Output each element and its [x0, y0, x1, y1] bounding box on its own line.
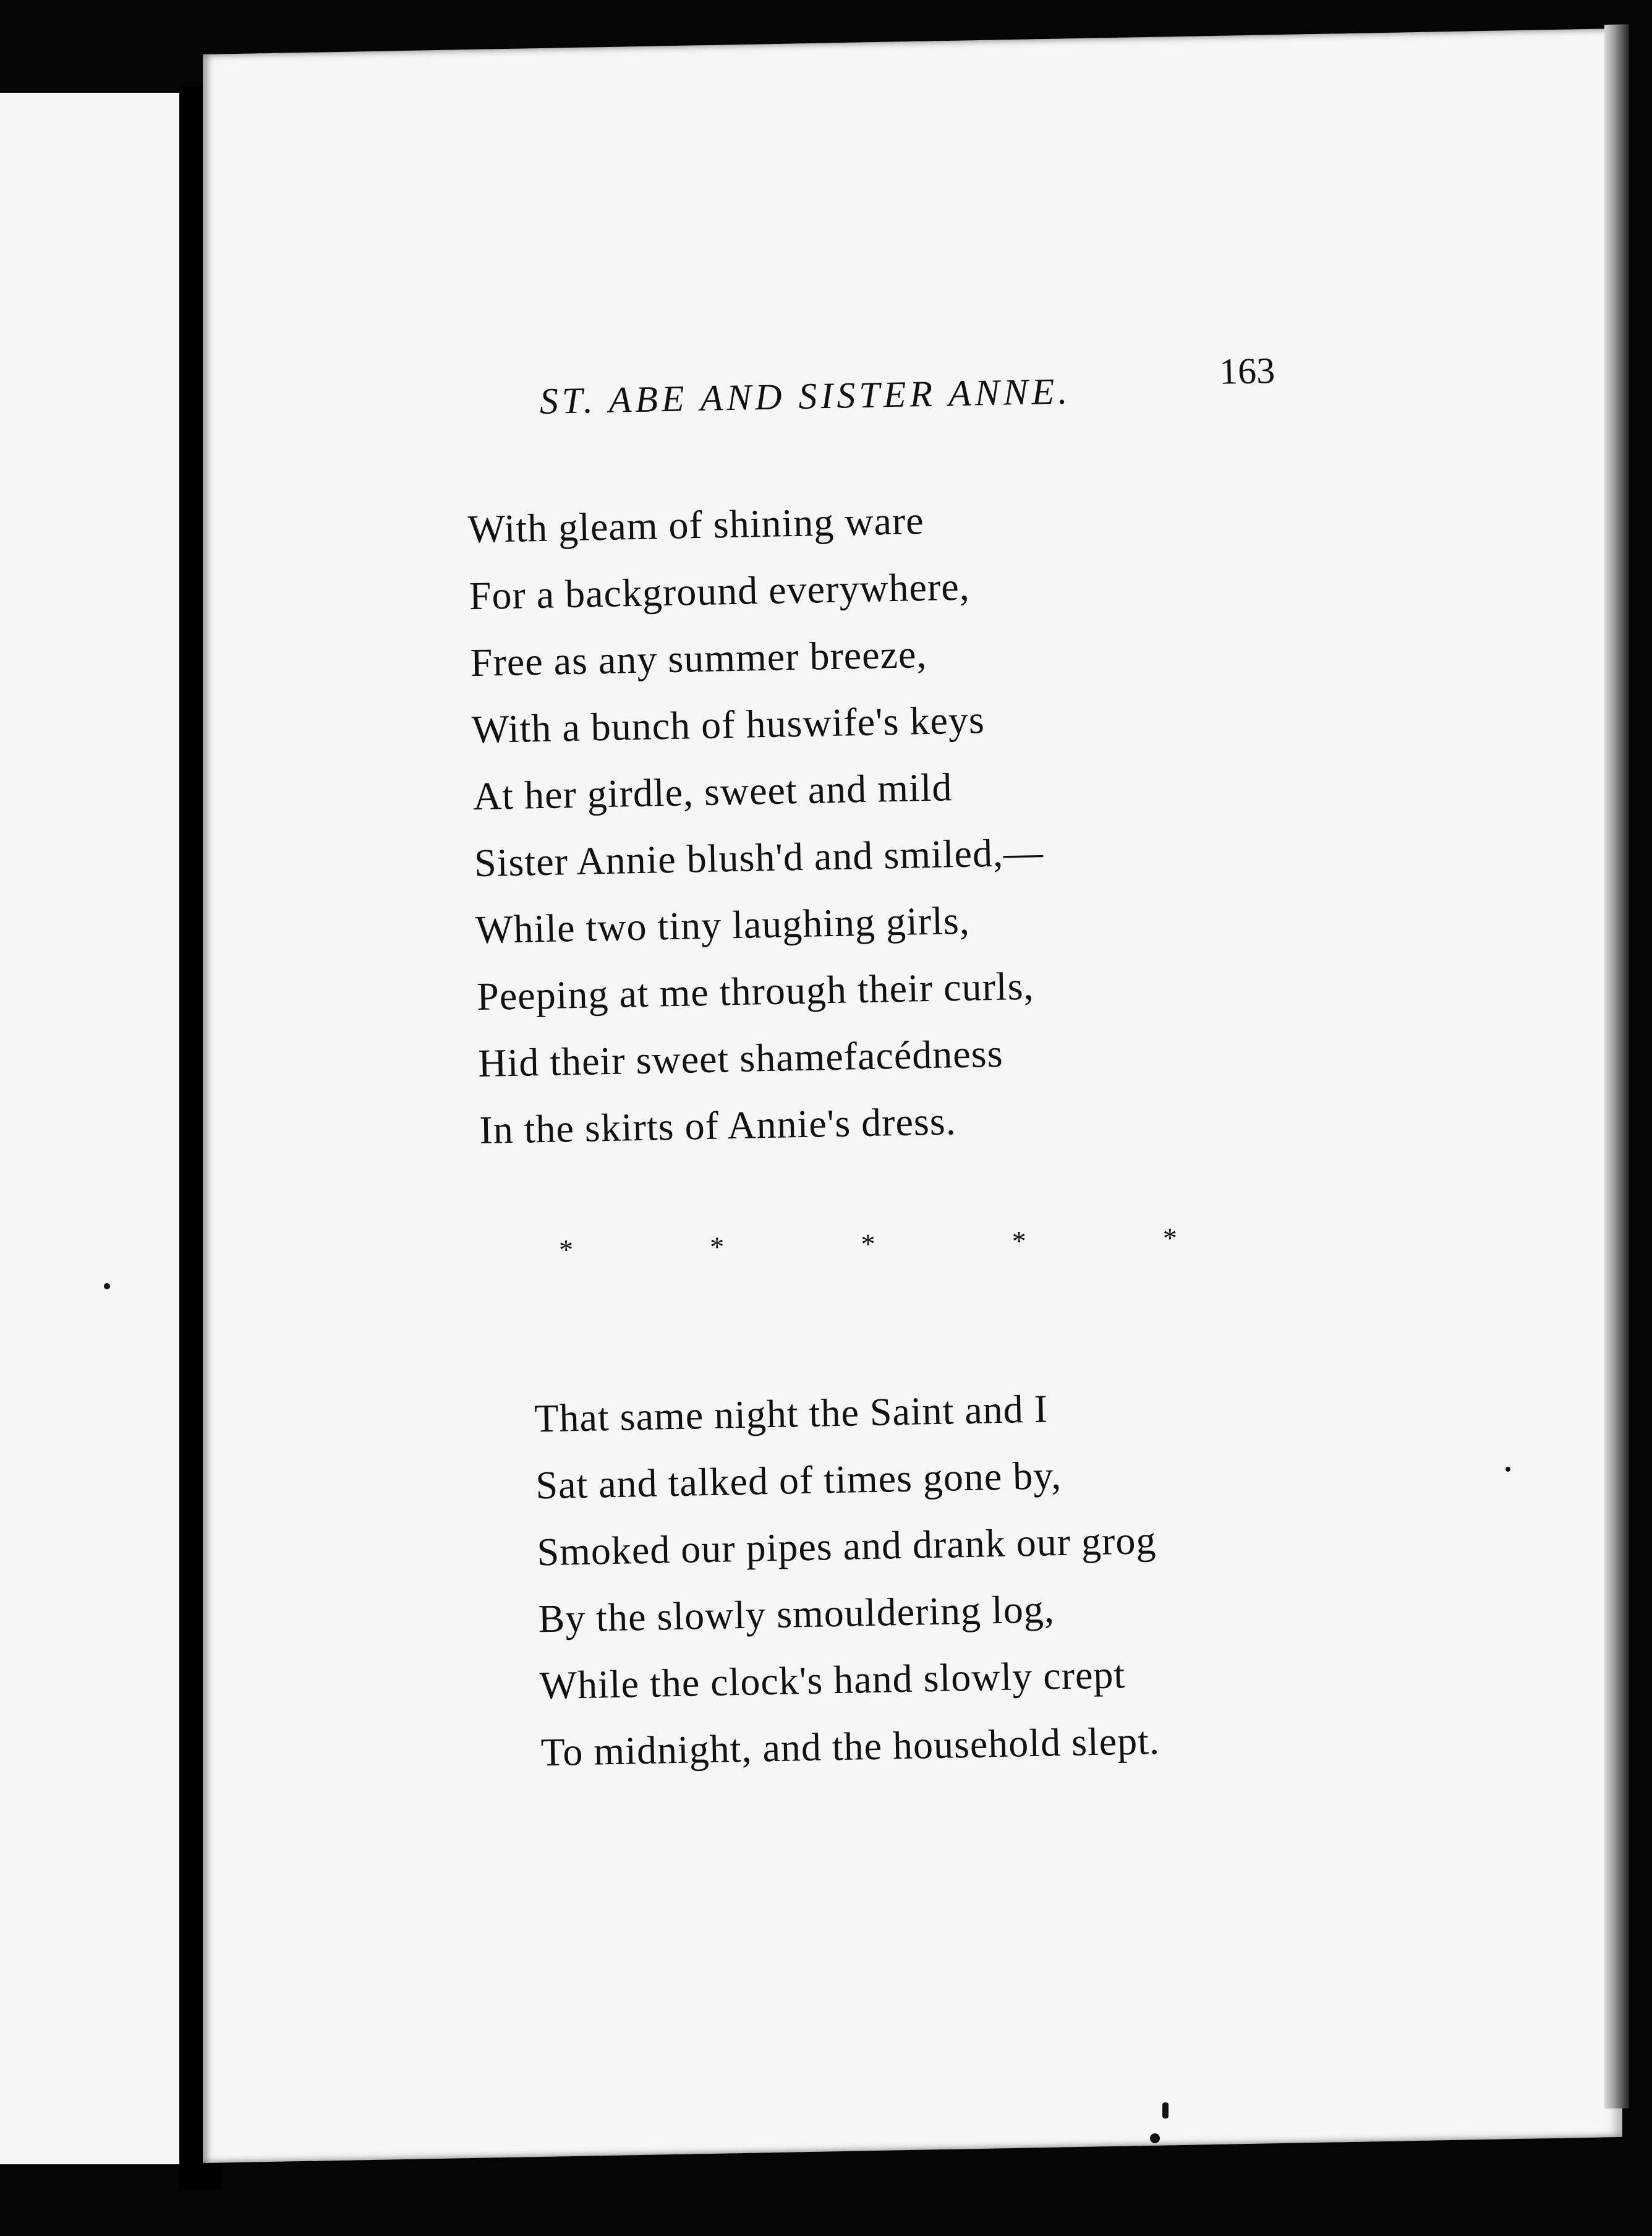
poem-line: While the clock's hand slowly crept: [539, 1652, 1126, 1708]
running-head: ST. ABE AND SISTER ANNE.: [539, 370, 1071, 422]
poem-line: Smoked our pipes and drank our grog: [536, 1518, 1157, 1574]
poem-line: In the skirts of Annie's dress.: [479, 1099, 957, 1152]
poem-line: To midnight, and the household slept.: [540, 1718, 1160, 1775]
poem-line: With gleam of shining ware: [467, 498, 925, 552]
section-break: [559, 1221, 1178, 1270]
poem-line: By the slowly smouldering log,: [537, 1587, 1055, 1641]
poem-line: Hid their sweet shamefacédness: [477, 1031, 1004, 1086]
poem-line: Peeping at me through their curls,: [476, 963, 1035, 1019]
asterisk-ornament: *: [1011, 1225, 1027, 1257]
poem-line: At her girdle, sweet and mild: [472, 765, 953, 819]
page-number: 163: [1219, 350, 1275, 392]
poem-line: While two tiny laughing girls,: [475, 898, 971, 952]
asterisk-ornament: *: [558, 1234, 574, 1266]
poem-line: For a background everywhere,: [469, 564, 971, 618]
asterisk-ornament: *: [861, 1227, 876, 1260]
asterisk-ornament: *: [709, 1231, 725, 1263]
asterisk-ornament: *: [1162, 1222, 1178, 1254]
poem-line: That same night the Saint and I: [534, 1386, 1049, 1441]
poem-line: Sat and talked of times gone by,: [535, 1453, 1062, 1508]
poem-line: Sister Annie blush'd and smiled,—: [474, 830, 1044, 885]
poem-line: With a bunch of huswife's keys: [471, 698, 986, 752]
stanza-second: [534, 1373, 1160, 1786]
ink-speck: [1162, 2102, 1169, 2119]
ink-speck: [1505, 1467, 1510, 1472]
stanza-first: [467, 485, 1050, 1164]
ink-speck: [1150, 2133, 1160, 2143]
poem-line: Free as any summer breeze,: [470, 631, 928, 685]
